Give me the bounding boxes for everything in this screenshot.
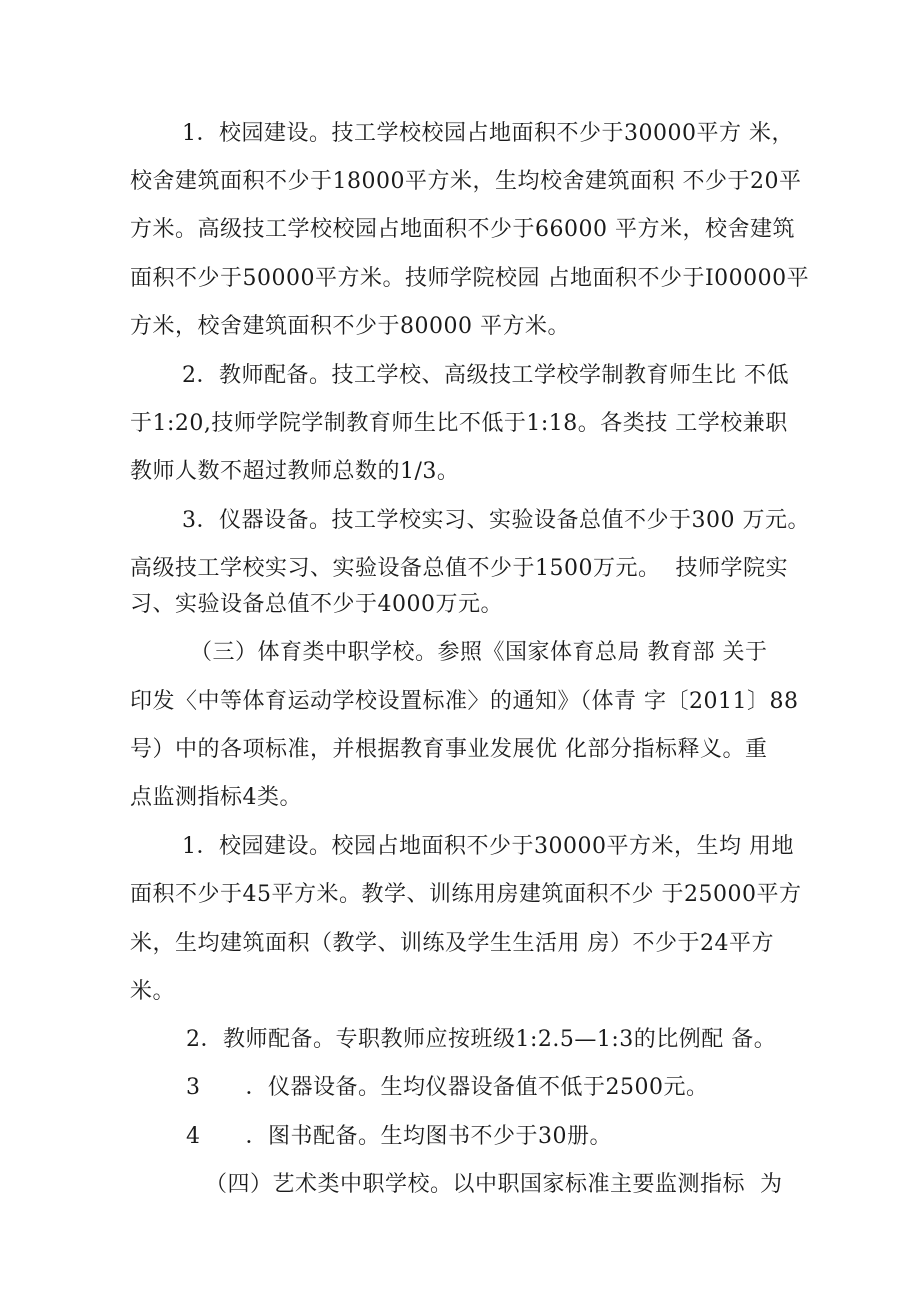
paragraph-line: 于1:20,技师学院学制教育师生比不低于1:18。各类技 工学校兼职 (130, 411, 788, 436)
paragraph-line: 2．教师配备。专职教师应按班级1:2.5—1:3的比例配 备。 (186, 1027, 777, 1052)
paragraph-line: （四）艺术类中职学校。以中职国家标准主要监测指标 为 (205, 1172, 783, 1197)
paragraph-line: 3 ．仪器设备。生均仪器设备值不低于2500元。 (186, 1075, 709, 1100)
paragraph-line: 面积不少于45平方米。教学、训练用房建筑面积不少 于25000平方 (130, 882, 802, 907)
paragraph-line: 号）中的各项标准，并根据教育事业发展优 化部分指标释义。重 (130, 737, 768, 762)
paragraph-line: 面积不少于50000平方米。技师学院校园 占地面积不少于I00000平 (130, 266, 810, 291)
paragraph-line: 4 ．图书配备。生均图书不少于30册。 (186, 1124, 612, 1149)
paragraph-line: 印发〈中等体育运动学校设置标准〉的通知》（体青 字〔2011〕88 (130, 689, 799, 714)
paragraph-line: 校舍建筑面积不少于18000平方米，生均校舍建筑面积 不少于20平 (130, 169, 802, 194)
paragraph-line: 方米。高级技工学校校园占地面积不少于66000 平方米，校舍建筑 (130, 217, 795, 242)
paragraph-line: 1．校园建设。技工学校校园占地面积不少于30000平方 米， (182, 121, 794, 146)
paragraph-line: 米。 (130, 979, 176, 1004)
paragraph-line: 米，生均建筑面积（教学、训练及学生生活用 房）不少于24平方 (130, 931, 774, 956)
paragraph-line: 3．仪器设备。技工学校实习、实验设备总值不少于300 万元。 (182, 508, 810, 533)
paragraph-line: 教师人数不超过教师总数的1/3。 (130, 459, 460, 484)
paragraph-line: 1．校园建设。校园占地面积不少于30000平方米，生均 用地 (182, 834, 794, 859)
paragraph-line: 高级技工学校实习、实验设备总值不少于1500万元。 技师学院实 (130, 556, 788, 581)
paragraph-line: （三）体育类中职学校。参照《国家体育总局 教育部 关于 (190, 640, 768, 665)
paragraph-line: 方米，校舍建筑面积不少于80000 平方米。 (130, 314, 570, 339)
paragraph-line: 习、实验设备总值不少于4000万元。 (130, 592, 503, 617)
paragraph-line: 2．教师配备。技工学校、高级技工学校学制教育师生比 不低 (182, 363, 789, 388)
paragraph-line: 点监测指标4类。 (130, 785, 302, 810)
